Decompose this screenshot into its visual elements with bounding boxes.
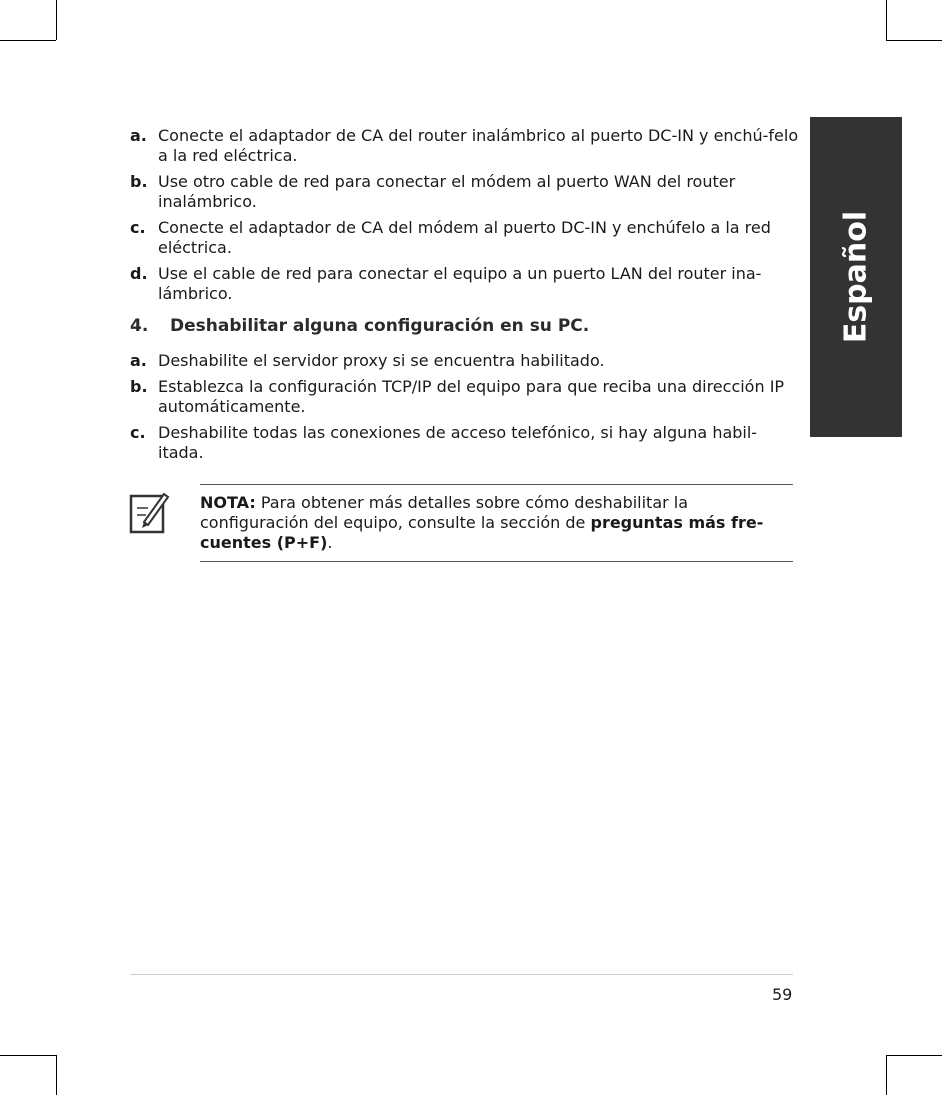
item-text: Conecte el adaptador de CA del módem al puerto DC-IN y enchúfelo a la red eléctrica. bbox=[158, 218, 771, 257]
connection-steps-list bbox=[130, 126, 800, 310]
section-title: Deshabilitar alguna configuración en su PC. bbox=[170, 316, 590, 336]
note-pencil-icon bbox=[128, 488, 170, 536]
crop-mark bbox=[56, 1055, 57, 1095]
item-label: b. bbox=[130, 172, 148, 191]
crop-mark bbox=[886, 1055, 942, 1056]
crop-mark bbox=[0, 40, 56, 41]
list-item bbox=[130, 172, 800, 212]
list-item bbox=[130, 126, 800, 166]
page-number: 59 bbox=[772, 985, 793, 1004]
item-text: Use el cable de red para conectar el equipo a un puerto LAN del router ina-lámbrico. bbox=[158, 264, 762, 303]
item-label: c. bbox=[130, 218, 146, 237]
list-item bbox=[130, 377, 800, 417]
note-box bbox=[200, 484, 793, 562]
list-item bbox=[130, 351, 800, 371]
item-text: Use otro cable de red para conectar el módem al puerto WAN del router inalámbrico. bbox=[158, 172, 736, 211]
item-text: Conecte el adaptador de CA del router inalámbrico al puerto DC-IN y enchú-felo a la red eléctrica. bbox=[158, 126, 799, 165]
list-item bbox=[130, 264, 800, 304]
section-heading bbox=[130, 316, 589, 336]
item-label: a. bbox=[130, 126, 147, 145]
footer-divider bbox=[130, 974, 793, 975]
list-item bbox=[130, 218, 800, 258]
language-side-tab bbox=[810, 117, 902, 437]
crop-mark bbox=[56, 0, 57, 40]
crop-mark bbox=[886, 40, 942, 41]
note-body: Para obtener más detalles sobre cómo deshabilitar la configuración del equipo, consulte la sección de bbox=[200, 493, 689, 532]
note-end: . bbox=[327, 533, 333, 552]
section-number: 4. bbox=[130, 316, 149, 336]
item-label: c. bbox=[130, 423, 146, 442]
crop-mark bbox=[886, 0, 887, 40]
list-item bbox=[130, 423, 800, 463]
crop-mark bbox=[0, 1055, 56, 1056]
language-label: Español bbox=[838, 210, 874, 344]
note-text bbox=[200, 493, 780, 553]
faq-reference: preguntas más fre-cuentes (P+F) bbox=[200, 513, 764, 552]
note-label: NOTA: bbox=[200, 493, 256, 512]
item-text: Establezca la configuración TCP/IP del equipo para que reciba una dirección IP automáticamente. bbox=[158, 377, 785, 416]
item-label: b. bbox=[130, 377, 148, 396]
item-label: a. bbox=[130, 351, 147, 370]
pc-settings-list bbox=[130, 351, 800, 469]
item-label: d. bbox=[130, 264, 148, 283]
item-text: Deshabilite todas las conexiones de acceso telefónico, si hay alguna habil-itada. bbox=[158, 423, 758, 462]
crop-mark bbox=[886, 1055, 887, 1095]
item-text: Deshabilite el servidor proxy si se encuentra habilitado. bbox=[158, 351, 605, 370]
